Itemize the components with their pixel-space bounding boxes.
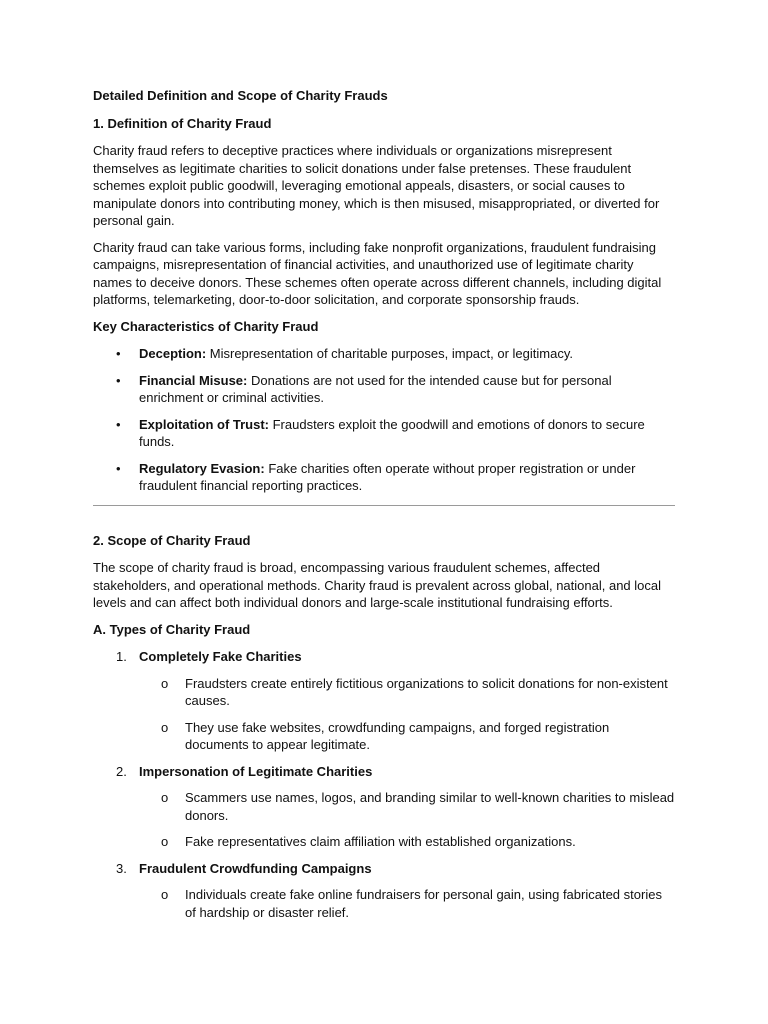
document-body <box>93 87 675 930</box>
list-item <box>93 345 675 363</box>
circle-bullet-icon: o <box>161 675 169 691</box>
circle-bullet-icon: o <box>161 790 169 805</box>
characteristic-term: Financial Misuse: <box>139 372 248 388</box>
list-number: 3. <box>116 860 127 876</box>
characteristic-term: Exploitation of Trust: <box>139 416 269 432</box>
type-title: Impersonation of Legitimate Charities <box>139 763 373 779</box>
list-item <box>93 763 675 851</box>
types-list <box>93 648 675 921</box>
list-item <box>139 789 675 824</box>
list-item <box>93 372 675 407</box>
characteristic-term: Regulatory Evasion: <box>139 460 265 476</box>
section-1-paragraph-2: Charity fraud can take various forms, including fake nonprofit organizations, fraudulent fundraising campaigns, misrepresentation of financial activities, and unauthorized use of legitimate charity names to deceive donors. These schemes often operate across different channels, including digital platforms, telemarketing, door-to-door solicitation, and corporate sponsorship frauds. <box>93 239 662 307</box>
horizontal-divider <box>93 505 675 506</box>
list-item <box>139 719 675 754</box>
key-characteristics-heading: Key Characteristics of Charity Fraud <box>93 318 319 334</box>
list-item <box>93 648 675 754</box>
sub-item-text: Fraudsters create entirely fictitious organizations to solicit donations for non-existent causes. <box>185 675 668 708</box>
list-number: 1. <box>116 649 127 664</box>
list-item <box>139 675 675 710</box>
sub-list <box>139 675 675 754</box>
characteristics-list <box>93 345 675 495</box>
list-item <box>93 460 675 495</box>
sub-item-text: Scammers use names, logos, and branding similar to well-known charities to mislead donors. <box>185 790 675 823</box>
sub-item-text: They use fake websites, crowdfunding campaigns, and forged registration documents to appear legitimate. <box>185 719 610 752</box>
bullet-icon: • <box>116 346 121 361</box>
circle-bullet-icon: o <box>161 834 169 849</box>
sub-item-text: Individuals create fake online fundraisers for personal gain, using fabricated stories of hardship or disaster relief. <box>185 887 662 920</box>
document-title: Detailed Definition and Scope of Charity Frauds <box>93 88 388 103</box>
list-item <box>93 416 675 451</box>
list-number: 2. <box>116 763 127 779</box>
sub-item-text: Fake representatives claim affiliation with established organizations. <box>185 834 576 849</box>
section-1-paragraph-1: Charity fraud refers to deceptive practices where individuals or organizations misrepresent themselves as legitimate charities to solicit donations under false pretenses. These fraudulent schemes exploit public goodwill, leveraging emotional appeals, disasters, or social causes to manipulate donors into contributing money, which is then misused, misappropriated, or diverted for personal gain. <box>93 143 660 228</box>
section-2-heading: 2. Scope of Charity Fraud <box>93 532 251 548</box>
list-item <box>93 860 675 922</box>
list-item <box>139 886 675 921</box>
bullet-icon: • <box>116 416 121 432</box>
type-title: Completely Fake Charities <box>139 649 302 664</box>
types-heading: A. Types of Charity Fraud <box>93 621 251 637</box>
characteristic-term: Deception: <box>139 346 207 361</box>
characteristic-text: Fraudsters exploit the goodwill and emotions of donors to secure funds. <box>139 416 645 449</box>
bullet-icon: • <box>116 460 121 476</box>
list-item <box>139 833 675 851</box>
characteristic-text: Fake charities often operate without proper registration or under fraudulent financial reporting practices. <box>139 460 636 493</box>
section-2-paragraph-1: The scope of charity fraud is broad, encompassing various fraudulent schemes, affected stakeholders, and operational methods. Charity fraud is prevalent across global, national, and local levels and can affect both individual donors and large-scale institutional fundraising efforts. <box>93 560 662 610</box>
section-1-heading: 1. Definition of Charity Fraud <box>93 115 272 131</box>
characteristic-text: Misrepresentation of charitable purposes, impact, or legitimacy. <box>206 346 573 361</box>
bullet-icon: • <box>116 372 121 388</box>
characteristic-text: Donations are not used for the intended cause but for personal enrichment or criminal activities. <box>139 372 612 405</box>
circle-bullet-icon: o <box>161 719 169 735</box>
sub-list <box>139 886 675 921</box>
sub-list <box>139 789 675 851</box>
circle-bullet-icon: o <box>161 887 169 902</box>
type-title: Fraudulent Crowdfunding Campaigns <box>139 860 372 876</box>
